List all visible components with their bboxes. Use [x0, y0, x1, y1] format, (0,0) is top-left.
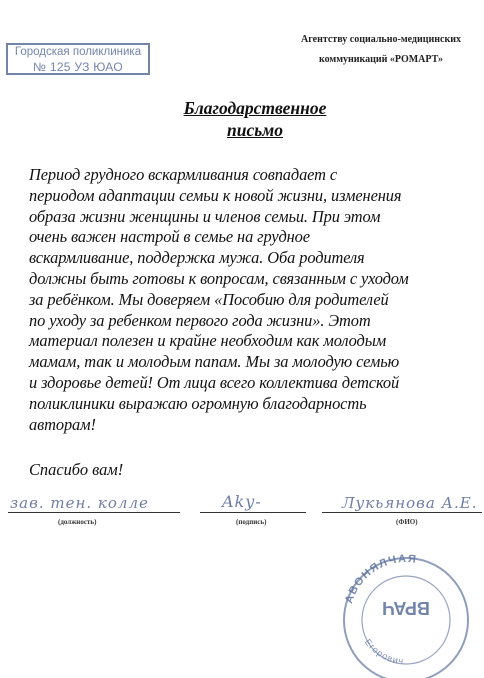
letter-title	[150, 97, 360, 141]
recipient-line1: Агентству социально-медицинских	[301, 34, 461, 45]
signature-caption: (подпись)	[236, 518, 267, 526]
body-line: периодом адаптации семьи к новой жизни, изменения	[29, 185, 402, 205]
stamp-ring-text: АВОНЯЛЧАЯ	[343, 552, 418, 606]
stamp-ring-text-2: Егорович	[362, 637, 405, 667]
name-handwriting: Лукьянова А.Е.	[342, 494, 478, 512]
svg-text:Егорович	[363, 637, 405, 666]
body-line: очень важен настрой в семье на грудное	[29, 227, 310, 247]
body-line: Период грудного вскармливания совпадает с	[29, 165, 338, 184]
recipient-line2: коммуникаций «РОМАРТ»	[318, 54, 444, 65]
round-doctor-stamp	[328, 548, 484, 678]
title-line1: Благодарственное	[183, 98, 327, 118]
position-caption: (должность)	[58, 518, 97, 526]
body-line: авторам!	[29, 414, 96, 434]
svg-text:АВОНЯЛЧАЯ	[343, 553, 418, 605]
body-line: вскармливание, поддержка мужа. Оба родителя	[29, 248, 365, 268]
position-signature-line	[8, 512, 180, 513]
body-line: поликлиники выражаю огромную благодарность	[29, 393, 367, 413]
recipient-block	[286, 30, 476, 70]
closing-text: Спасибо вам!	[29, 460, 124, 479]
body-line: образа жизни женщины и членов семьи. При этом	[29, 206, 381, 226]
letter-body	[29, 165, 461, 435]
clinic-stamp	[6, 43, 150, 75]
title-line2: письмо	[227, 120, 283, 140]
clinic-stamp-line1: Городская поликлиника	[14, 46, 142, 58]
body-line: должны быть готовы к вопросам, связанным с уходом	[29, 268, 409, 288]
name-caption: (ФИО)	[396, 518, 418, 526]
signature-handwriting: Aky-	[222, 492, 262, 511]
body-line: за ребёнком. Мы доверяем «Пособию для родителей	[29, 289, 389, 309]
position-handwriting: зав. тен. колле	[10, 494, 149, 512]
body-line: мамам, так и молодым папам. Мы за молодую семью	[29, 352, 400, 372]
body-line: по уходу за ребенком первого года жизни». Этот	[29, 310, 371, 330]
stamp-center-text: ВРАЧ	[382, 598, 430, 618]
signature-line	[200, 512, 306, 513]
clinic-stamp-line2: № 125 УЗ ЮАО	[33, 60, 123, 74]
body-line: материал полезен и крайне необходим как молодым	[29, 331, 387, 351]
body-line: и здоровье детей! От лица всего коллектива детской	[29, 372, 400, 392]
name-signature-line	[322, 512, 482, 513]
